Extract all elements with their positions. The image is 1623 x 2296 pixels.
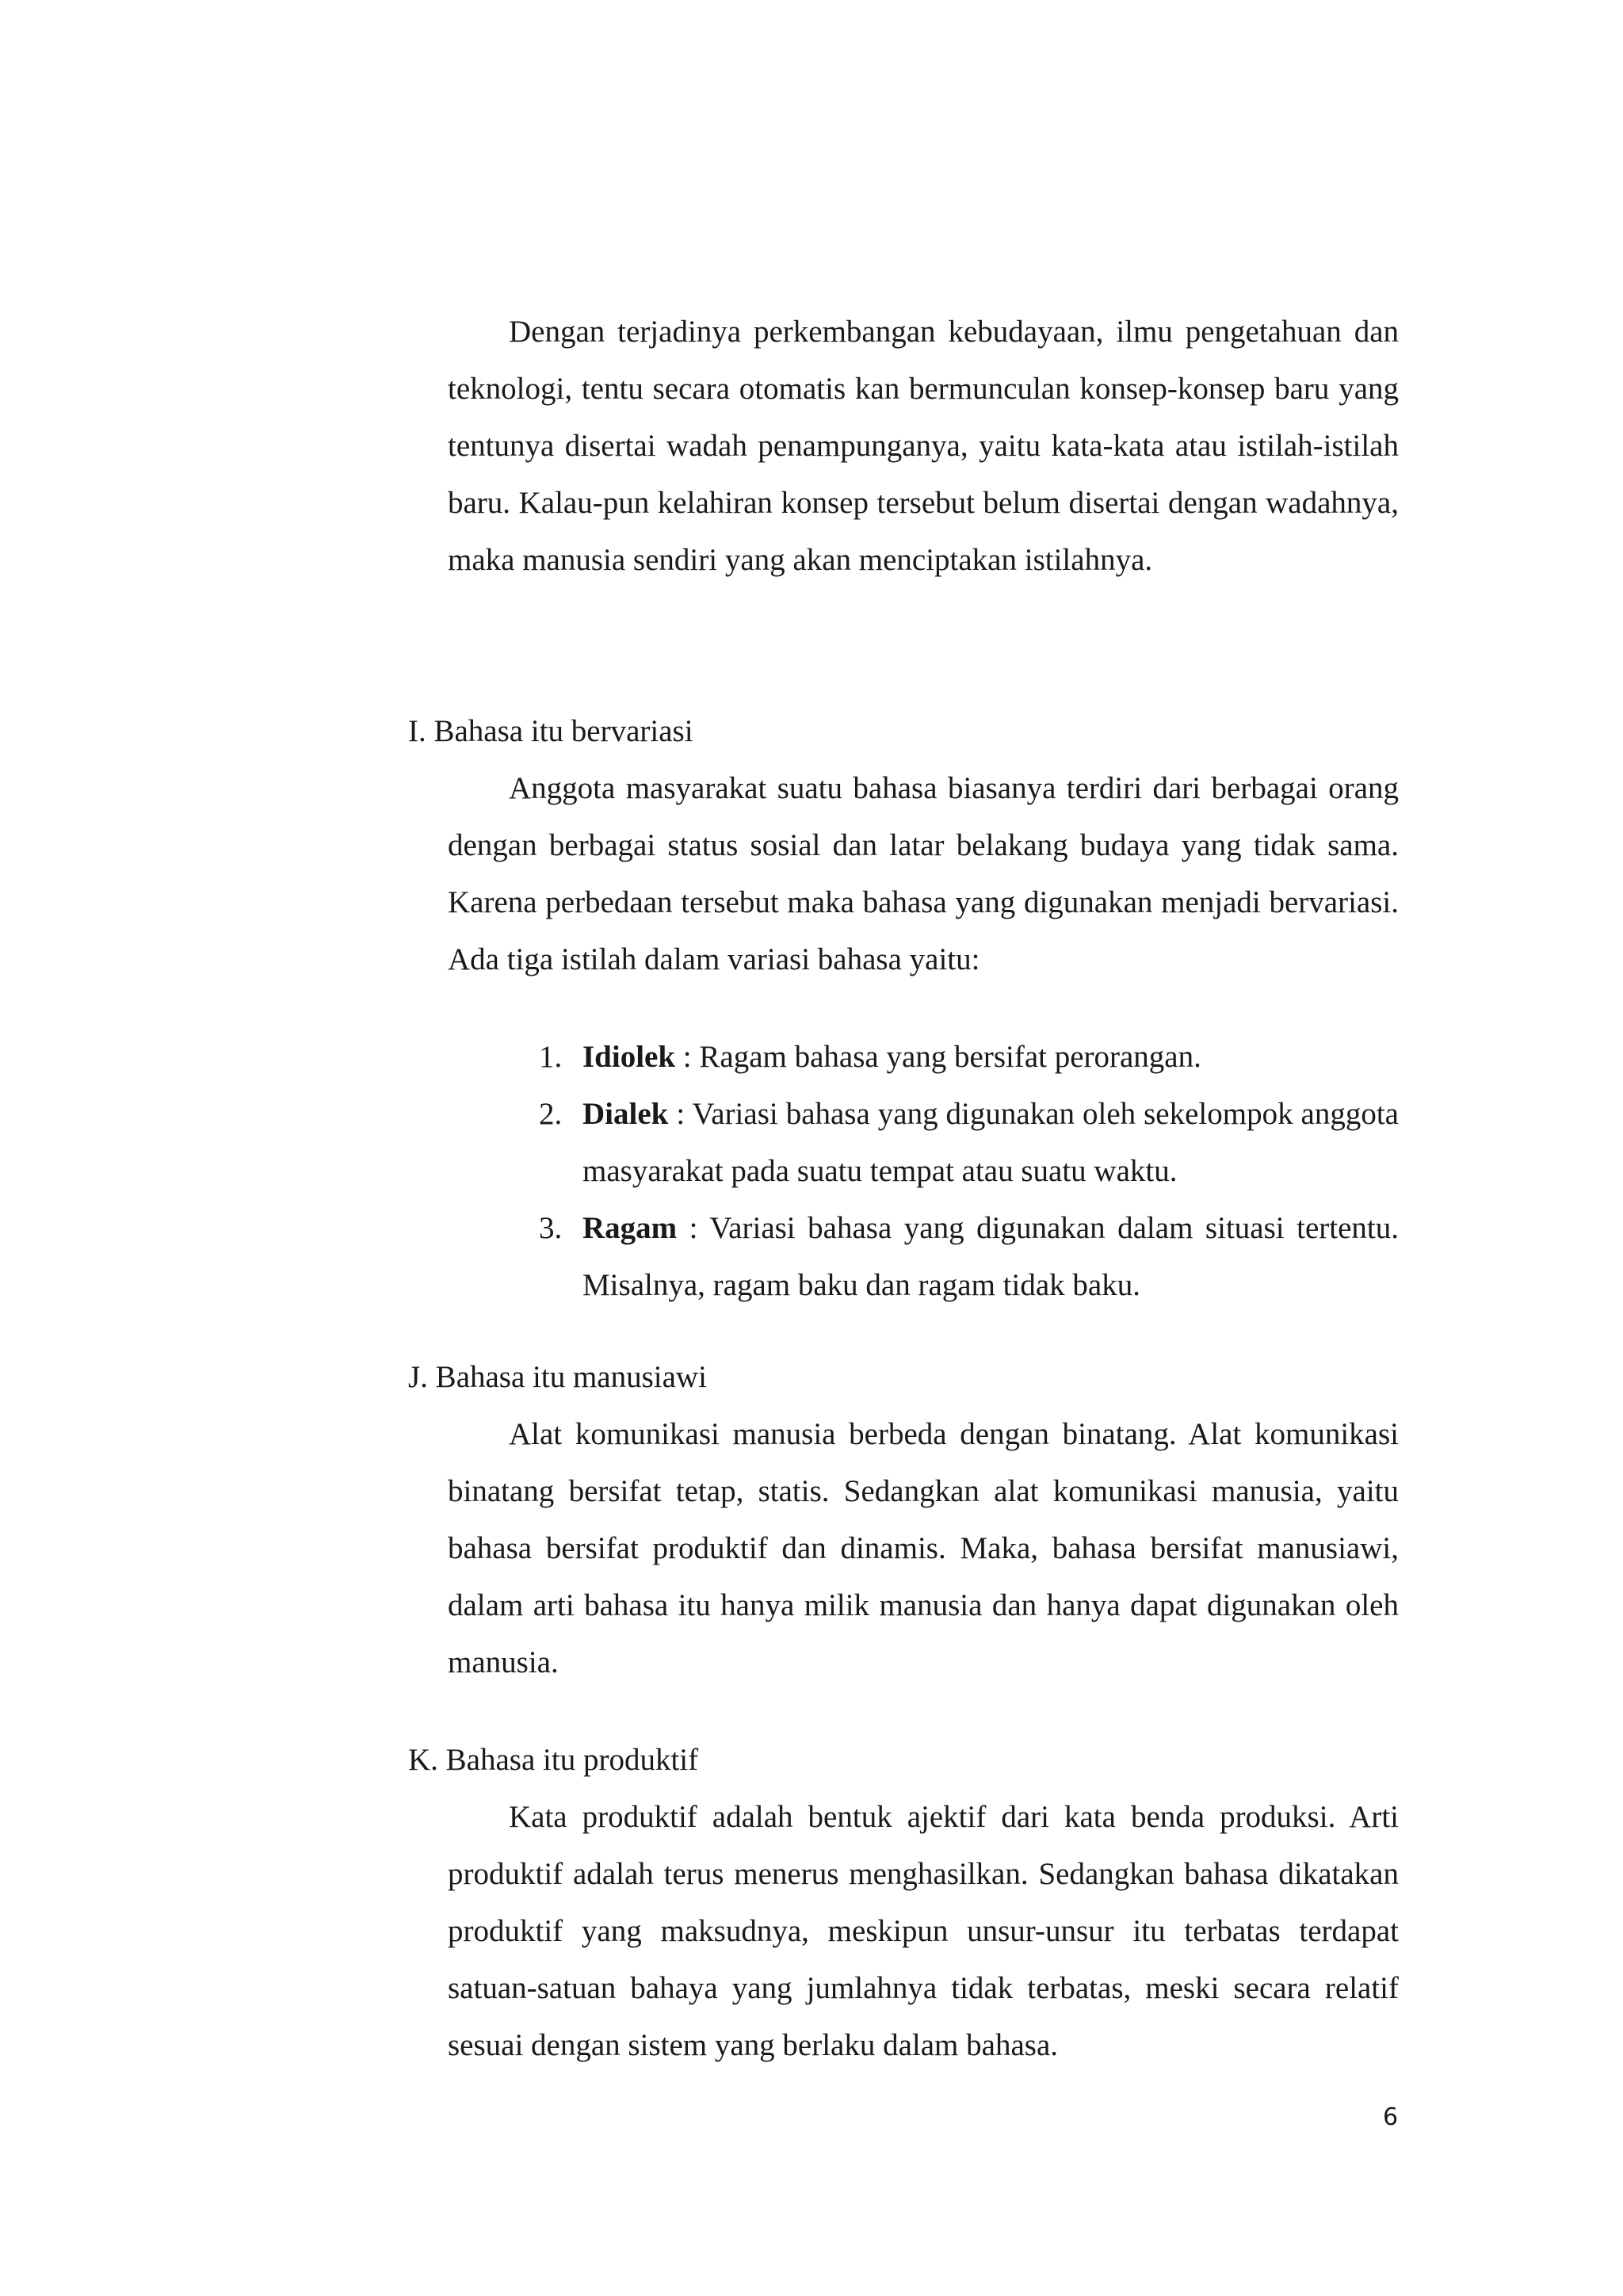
list-item-number: 2.	[539, 1097, 563, 1131]
intro-paragraph: Dengan terjadinya perkembangan kebudayaan, ilmu pengetahuan dan teknologi, tentu secara otomatis kan bermunculan konsep-konsep baru yang tentunya disertai wadah penampunganya, yaitu kata-kata atau istilah-istilah baru. Kalau-pun kelahiran konsep tersebut belum disertai dengan wadahnya, maka manusia sendiri yang akan menciptakan istilahnya.	[448, 315, 1399, 577]
list-item-term: Ragam	[582, 1211, 678, 1245]
list-item-description: : Variasi bahasa yang digunakan dalam situasi tertentu. Misalnya, ragam baku dan ragam tidak baku.	[582, 1211, 1399, 1302]
list-item-description: : Ragam bahasa yang bersifat perorangan.	[675, 1040, 1201, 1074]
section-i-paragraph: Anggota masyarakat suatu bahasa biasanya terdiri dari berbagai orang dengan berbagai status sosial dan latar belakang budaya yang tidak sama. Karena perbedaan tersebut maka bahasa yang digunakan menjadi bervariasi. Ada tiga istilah dalam variasi bahasa yaitu:	[448, 771, 1399, 976]
list-item-term: Dialek	[582, 1097, 669, 1131]
section-k-heading: K. Bahasa itu produktif	[408, 1743, 699, 1777]
list-item-term: Idiolek	[582, 1040, 676, 1074]
section-k-paragraph: Kata produktif adalah bentuk ajektif dari kata benda produksi. Arti produktif adalah terus menerus menghasilkan. Sedangkan bahasa dikatakan produktif yang maksudnya, meskipun unsur-unsur itu terbatas terdapat satuan-satuan bahaya yang jumlahnya tidak terbatas, meski secara relatif sesuai dengan sistem yang berlaku dalam bahasa.	[448, 1800, 1399, 2062]
list-item-number: 3.	[539, 1211, 563, 1245]
variation-list	[539, 1029, 1399, 1314]
section-j-paragraph: Alat komunikasi manusia berbeda dengan binatang. Alat komunikasi binatang bersifat tetap, statis. Sedangkan alat komunikasi manusia, yaitu bahasa bersifat produktif dan dinamis. Maka, bahasa bersifat manusiawi, dalam arti bahasa itu hanya milik manusia dan hanya dapat digunakan oleh manusia.	[448, 1417, 1399, 1679]
section-j-heading: J. Bahasa itu manusiawi	[408, 1360, 707, 1394]
list-item-description: : Variasi bahasa yang digunakan oleh sekelompok anggota masyarakat pada suatu tempat atau suatu waktu.	[582, 1097, 1399, 1188]
list-item	[539, 1086, 1399, 1200]
page-number: 6	[1383, 2103, 1399, 2131]
list-item	[539, 1200, 1399, 1314]
section-i-heading: I. Bahasa itu bervariasi	[408, 714, 693, 748]
list-item	[539, 1029, 1399, 1086]
list-item-number: 1.	[539, 1040, 563, 1074]
